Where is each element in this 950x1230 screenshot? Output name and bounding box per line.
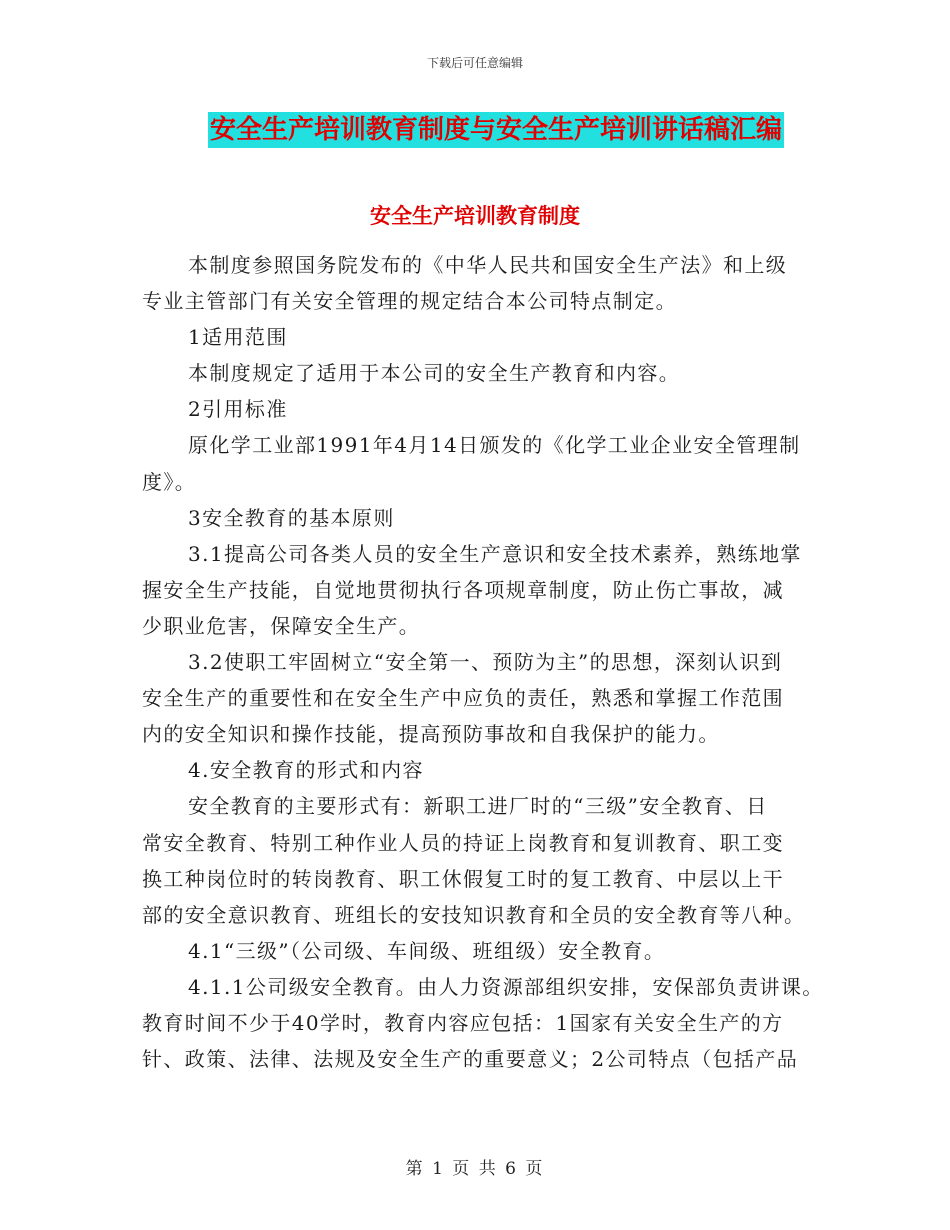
paragraph-line: 安全生产的重要性和在安全生产中应负的责任，熟悉和掌握工作范围 [142,686,784,711]
section-heading: 1适用范围 [188,325,288,350]
paragraph-line: 教育时间不少于40学时，教育内容应包括：1国家有关安全生产的方 [142,1010,784,1035]
section-heading: 2引用标准 [188,397,288,422]
page-footer: 第 1 页 共 6 页 [405,1159,545,1179]
paragraph-line: 内的安全知识和操作技能，提高预防事故和自我保护的能力。 [142,722,720,747]
section-heading: 4.安全教育的形式和内容 [188,758,424,783]
paragraph-line: 换工种岗位时的转岗教育、职工休假复工时的复工教育、中层以上干 [142,866,784,891]
header-note: 下载后可任意编辑 [426,56,523,70]
section-heading: 3安全教育的基本原则 [188,505,395,530]
paragraph-line: 少职业危害，保障安全生产。 [142,613,421,638]
paragraph-line: 针、政策、法律、法规及安全生产的重要意义；2公司特点（包括产品 [142,1047,799,1072]
paragraph-line: 部的安全意识教育、班组长的安技知识教育和全员的安全教育等八种。 [142,902,806,927]
document-body [142,247,832,1077]
paragraph-line: 本制度参照国务院发布的《中华人民共和国安全生产法》和上级 [188,253,788,277]
paragraph-line: 3.1提高公司各类人员的安全生产意识和安全技术素养，熟练地掌 [188,541,802,566]
paragraph-line: 度》。 [142,469,197,494]
document-title: 安全生产培训教育制度与安全生产培训讲话稿汇编 [208,112,784,148]
section-title: 安全生产培训教育制度 [370,204,580,228]
paragraph-line: 3.2使职工牢固树立“安全第一、预防为主”的思想，深刻认识到 [188,650,783,675]
paragraph-line: 常安全教育、特别工种作业人员的持证上岗教育和复训教育、职工变 [142,830,784,855]
paragraph-line: 本制度规定了适用于本公司的安全生产教育和内容。 [188,361,681,386]
paragraph-line: 握安全生产技能，自觉地贯彻执行各项规章制度，防止伤亡事故，减 [142,577,784,602]
paragraph-line: 4.1“三级”（公司级、车间级、班组级）安全教育。 [188,938,666,963]
paragraph-line: 原化学工业部1991年4月14日颁发的《化学工业企业安全管理制 [188,433,801,458]
paragraph-line: 专业主管部门有关安全管理的规定结合本公司特点制定。 [142,289,677,314]
paragraph-line: 安全教育的主要形式有：新职工进厂时的“三级”安全教育、日 [188,794,768,819]
paragraph-line: 4.1.1公司级安全教育。由人力资源部组织安排，安保部负责讲课。 [188,974,824,999]
